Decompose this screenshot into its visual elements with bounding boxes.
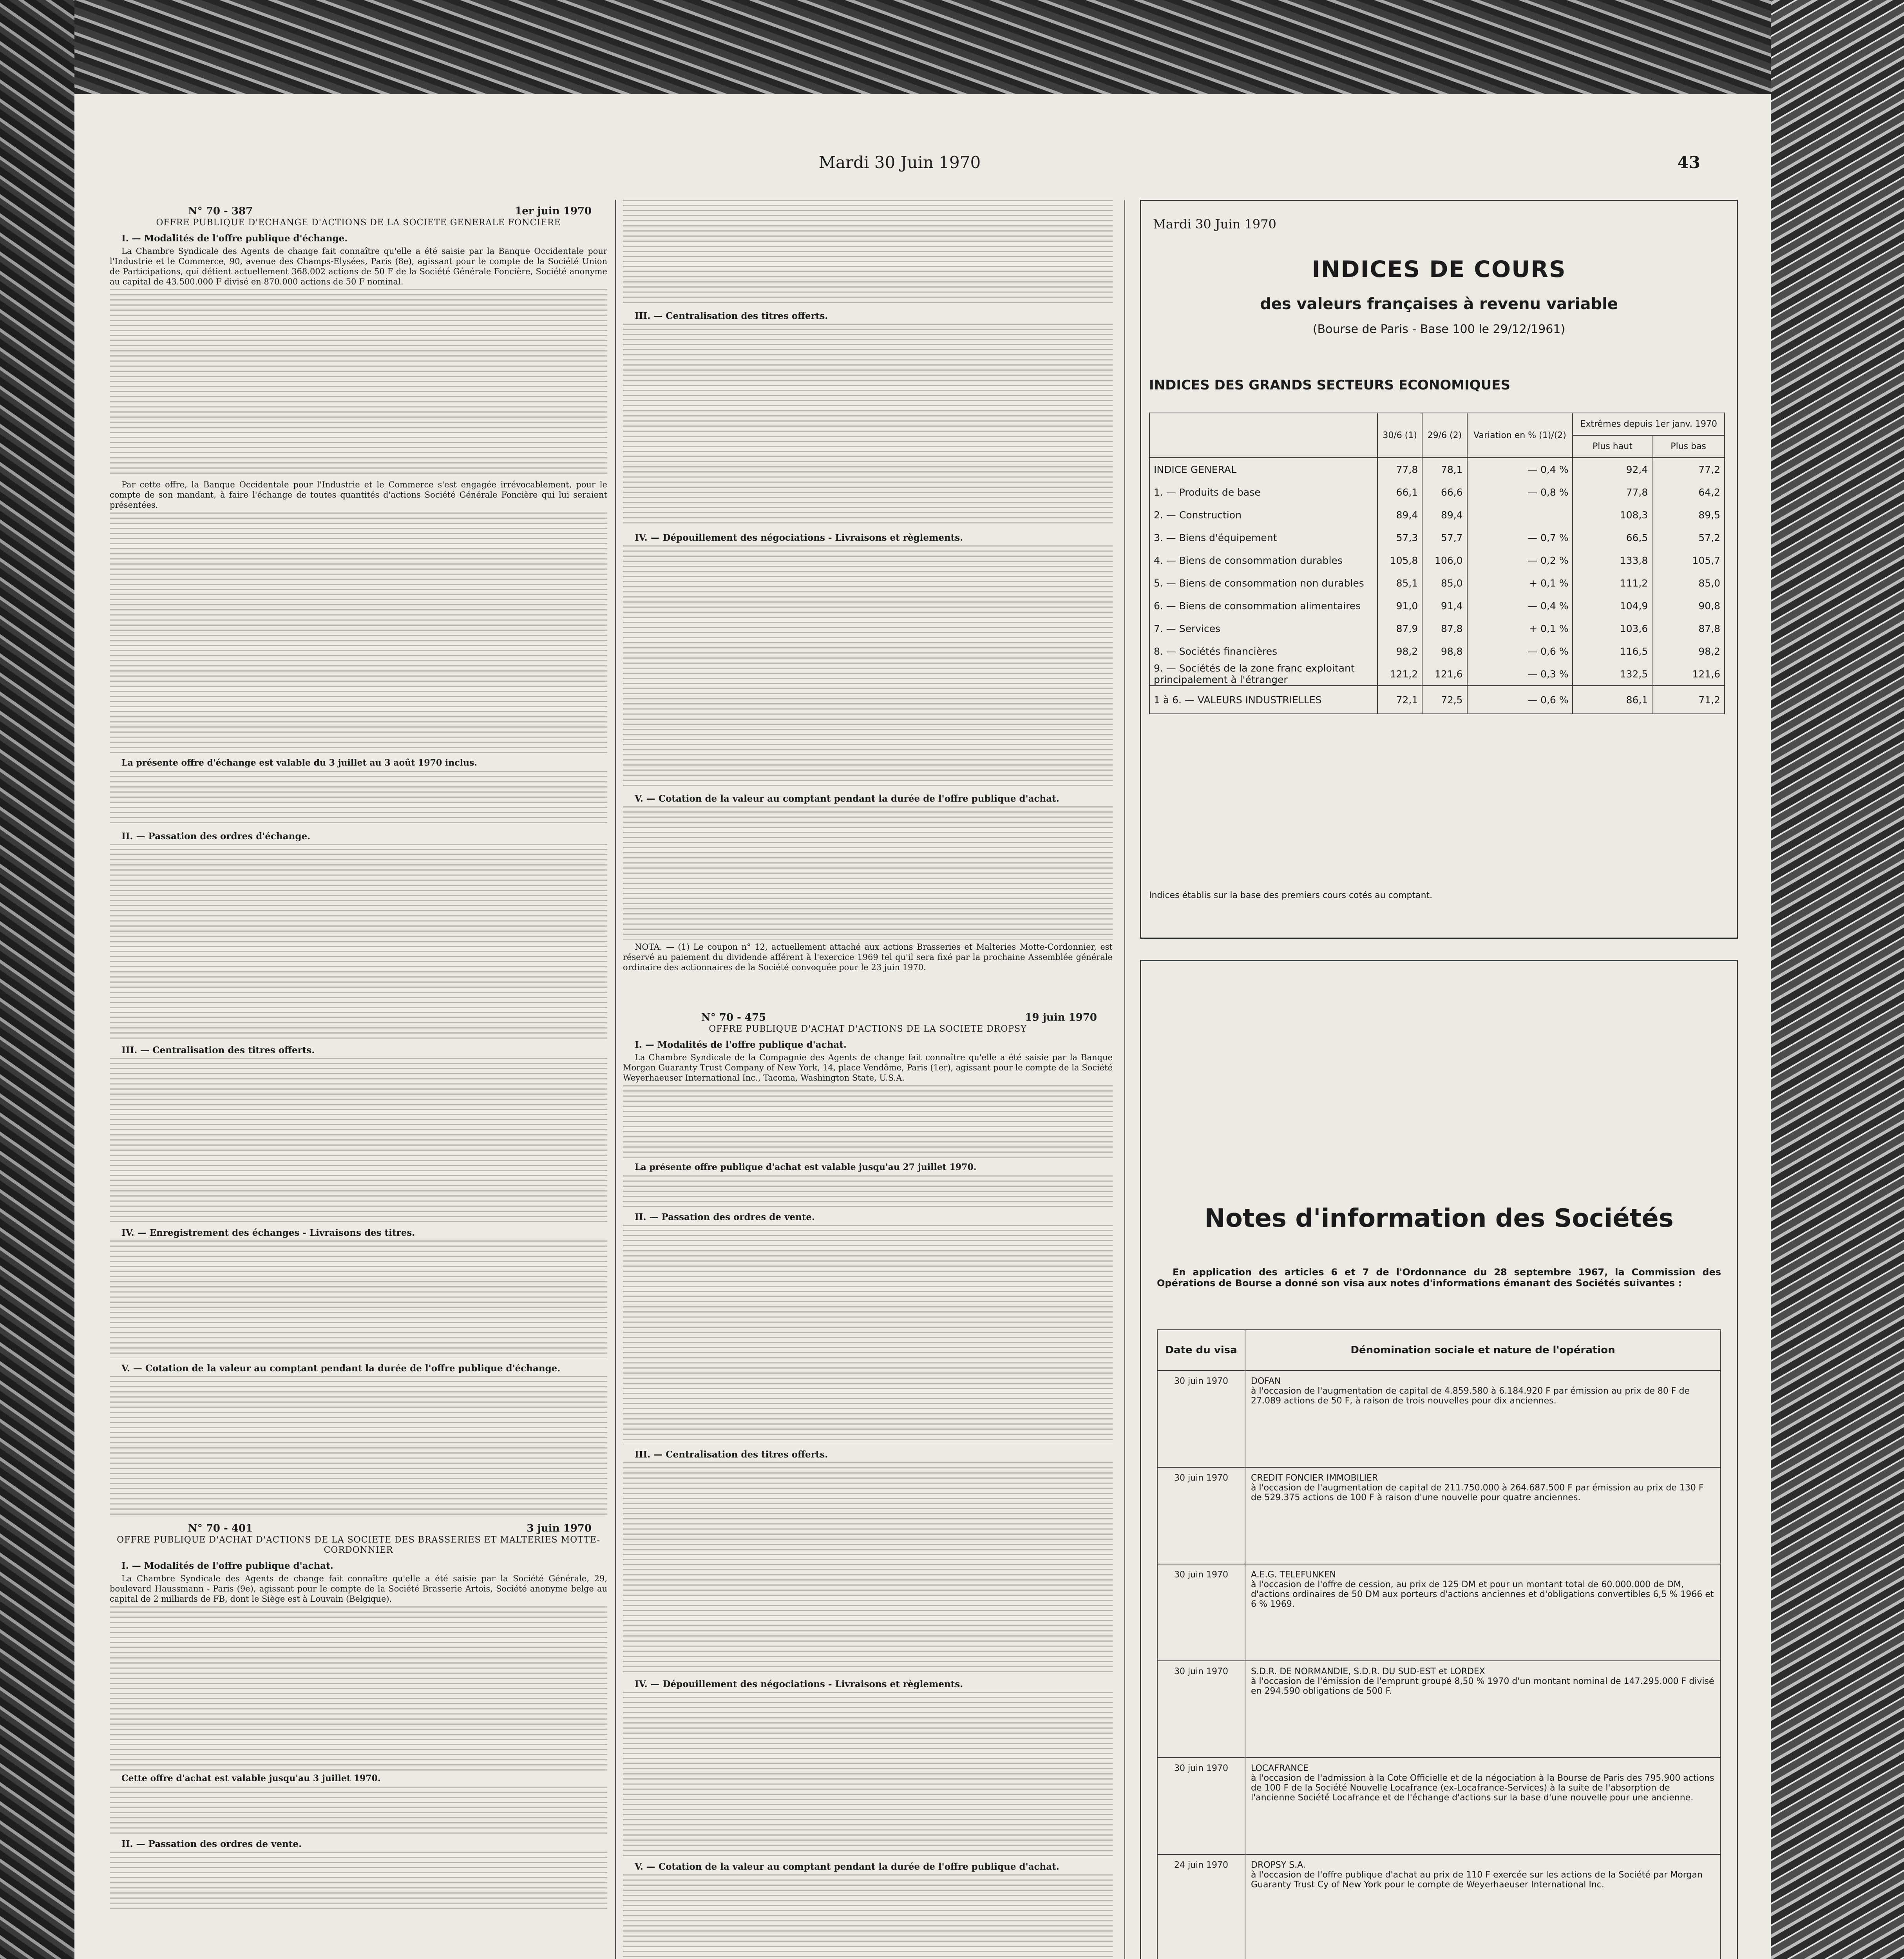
notice-date: 19 juin 1970 [1025,1012,1097,1023]
section-heading: III. — Centralisation des titres offerts. [635,311,828,321]
table-header: Dénomination sociale et nature de l'opération [1245,1330,1721,1371]
row-label: 9. — Sociétés de la zone franc exploitant principalement à l'étranger [1149,663,1377,686]
notice-title: OFFRE PUBLIQUE D'ACHAT D'ACTIONS DE LA SOCIETE DROPSY [709,1024,1027,1034]
cell: 77,2 [1652,458,1725,481]
table-row [1157,1371,1721,1467]
visa-entry [1245,1467,1721,1564]
table-header: Plus haut [1573,435,1652,458]
cell: 104,9 [1573,594,1652,617]
cell: 85,1 [1377,572,1422,594]
row-label: 4. — Biens de consommation durables [1149,549,1377,572]
notice-number: N° 70 - 401 [188,1523,253,1534]
binding-left-edge [0,0,74,1959]
table-row [1149,526,1725,549]
row-label: 3. — Biens d'équipement [1149,526,1377,549]
cell [1467,503,1573,526]
notice-title: OFFRE PUBLIQUE D'ECHANGE D'ACTIONS DE LA SOCIETE GENERALE FONCIERE [156,218,561,228]
cell: 77,8 [1377,458,1422,481]
column-middle [623,200,1113,1959]
section-heading: III. — Centralisation des titres offerts. [121,1045,315,1056]
row-label: 6. — Biens de consommation alimentaires [1149,594,1377,617]
section-heading: V. — Cotation de la valeur au comptant pendant la durée de l'offre publique d'échange. [121,1363,561,1374]
column-rule [1124,200,1125,1959]
company-name: LOCAFRANCE [1251,1763,1309,1773]
binding-right-edge [1771,0,1904,1959]
cell: 89,5 [1652,503,1725,526]
row-label: 8. — Sociétés financières [1149,640,1377,663]
table-row [1149,617,1725,640]
visa-date: 30 juin 1970 [1157,1661,1245,1758]
cell: 57,7 [1422,526,1467,549]
page-header [74,153,1771,184]
visa-date: 30 juin 1970 [1157,1564,1245,1661]
row-label: INDICE GENERAL [1149,458,1377,481]
indices-panel [1140,200,1738,939]
cell: 91,4 [1422,594,1467,617]
cell: 87,8 [1652,617,1725,640]
notice-number: N° 70 - 387 [188,205,253,217]
text-block [110,771,607,826]
company-name: DOFAN [1251,1376,1281,1386]
highlight-line: La présente offre publique d'achat est valable jusqu'au 27 juillet 1970. [635,1162,977,1172]
notice-header [188,206,592,216]
notice-date: 1er juin 1970 [515,205,592,217]
notes-panel [1140,960,1738,1959]
cell: 111,2 [1573,572,1652,594]
notice-title: OFFRE PUBLIQUE D'ACHAT D'ACTIONS DE LA SOCIETE DES BRASSERIES ET MALTERIES MOTTE-CORDONNIER [117,1535,600,1555]
table-row [1149,572,1725,594]
table-row-total [1149,686,1725,714]
cell: 78,1 [1422,458,1467,481]
section-heading: V. — Cotation de la valeur au comptant pendant la durée de l'offre publique d'achat. [635,793,1059,804]
row-label: 1 à 6. — VALEURS INDUSTRIELLES [1149,686,1377,714]
visa-date: 30 juin 1970 [1157,1467,1245,1564]
cell: 105,7 [1652,549,1725,572]
table-row [1157,1661,1721,1758]
visa-entry [1245,1758,1721,1854]
table-header: 29/6 (2) [1422,413,1467,458]
company-name: CREDIT FONCIER IMMOBILIER [1251,1473,1378,1483]
operation-desc: à l'occasion de l'émission de l'emprunt groupé 8,50 % 1970 d'un montant nominal de 147.295.000 F divisé en 294.590 obligations de 500 F. [1251,1677,1714,1696]
visa-date: 24 juin 1970 [1157,1854,1245,1959]
indices-date: Mardi 30 Juin 1970 [1153,217,1276,232]
indices-title: INDICES DE COURS [1312,256,1566,282]
table-row [1157,1564,1721,1661]
table-row [1149,594,1725,617]
cell: 90,8 [1652,594,1725,617]
section-heading: IV. — Dépouillement des négociations - Livraisons et règlements. [635,1679,963,1689]
cell: 57,3 [1377,526,1422,549]
text-block [110,1240,607,1358]
cell: 86,1 [1573,686,1652,714]
cell: 98,2 [1652,640,1725,663]
cell: 87,8 [1422,617,1467,640]
text-block [623,1175,1113,1207]
indices-base: (Bourse de Paris - Base 100 le 29/12/1961) [1312,322,1566,336]
table-header-label [1149,413,1377,458]
visa-entry [1245,1661,1721,1758]
cell: — 0,4 % [1467,458,1573,481]
row-label: 5. — Biens de consommation non durables [1149,572,1377,594]
visa-table [1157,1329,1721,1959]
visa-entry [1245,1854,1721,1959]
table-row [1157,1758,1721,1854]
table-row [1149,640,1725,663]
paragraph: Par cette offre, la Banque Occidentale pour l'Industrie et le Commerce s'est engagée irrévocablement, pour le compte de son mandant, à faire l'échange de toutes quantités d'actions Société Générale Foncière qui lui seraient présentées. [110,480,607,510]
column-left [110,200,607,1913]
cell: 89,4 [1377,503,1422,526]
text-block [110,1376,607,1517]
row-label: 7. — Services [1149,617,1377,640]
text-block [110,512,607,755]
operation-desc: à l'occasion de l'augmentation de capital de 211.750.000 à 264.687.500 F par émission au prix de 130 F de 529.375 actions de 100 F à raison d'une nouvelle pour quatre anciennes. [1251,1483,1704,1503]
text-block [623,1874,1113,1959]
text-block [623,1085,1113,1160]
table-header: Plus bas [1652,435,1725,458]
section-heading: III. — Centralisation des titres offerts. [635,1449,828,1460]
cell: 72,5 [1422,686,1467,714]
section-heading: IV. — Dépouillement des négociations - Livraisons et règlements. [635,532,963,543]
text-block [623,324,1113,527]
text-block [623,806,1113,940]
cell: 87,9 [1377,617,1422,640]
operation-desc: à l'occasion de l'admission à la Cote Officielle et de la négociation à la Bourse de Paris des 795.900 actions de 100 F de la Société Nouvelle Locafrance (ex-Locafrance-Services) à la suite de l'absorption de l'ancienne Société Locafrance et de l'échange d'actions sur la base d'une nouvelle pour une ancienne. [1251,1773,1714,1803]
table-header: Variation en % (1)/(2) [1467,413,1573,458]
column-rule [615,200,616,1959]
page-number: 43 [1677,153,1700,172]
cell: 66,5 [1573,526,1652,549]
section-heading: V. — Cotation de la valeur au comptant pendant la durée de l'offre publique d'achat. [635,1861,1059,1872]
row-label: 1. — Produits de base [1149,481,1377,503]
text-block [110,1058,607,1222]
notice-date: 3 juin 1970 [527,1523,592,1534]
cell: 108,3 [1573,503,1652,526]
text-block [623,1692,1113,1856]
cell: — 0,6 % [1467,640,1573,663]
text-block [623,1225,1113,1444]
operation-desc: à l'occasion de l'augmentation de capital de 4.859.580 à 6.184.920 F par émission au prix de 80 F de 27.089 actions de 50 F, à raison de trois nouvelles pour dix anciennes. [1251,1386,1690,1406]
page-date: Mardi 30 Juin 1970 [819,153,981,172]
notice-header [188,1523,592,1534]
text-block [623,200,1113,306]
company-name: S.D.R. DE NORMANDIE, S.D.R. DU SUD-EST et LORDEX [1251,1667,1485,1677]
cell: 77,8 [1573,481,1652,503]
text-block [623,545,1113,788]
cell: — 0,3 % [1467,663,1573,686]
binding-top-edge [74,0,1771,94]
cell: 121,6 [1652,663,1725,686]
indices-subtitle: des valeurs françaises à revenu variable [1260,295,1618,313]
cell: 64,2 [1652,481,1725,503]
cell: 66,1 [1377,481,1422,503]
text-block [110,844,607,1040]
cell: 106,0 [1422,549,1467,572]
paragraph: La Chambre Syndicale des Agents de change fait connaître qu'elle a été saisie par la Société Générale, 29, boulevard Haussmann - Paris (9e), agissant pour le compte de la Société Brasserie Artois, Société anonyme belge au capital de 2 milliards de FB, dont le Siège est à Louvain (Belgique). [110,1574,607,1604]
indices-table [1149,413,1725,714]
text-block [623,1462,1113,1674]
section-heading: IV. — Enregistrement des échanges - Livraisons des titres. [121,1228,415,1238]
operation-desc: à l'occasion de l'offre publique d'achat au prix de 110 F exercée sur les actions de la Société par Morgan Guaranty Trust Cy of New York pour le compte de Weyerhaeuser International Inc. [1251,1870,1703,1890]
row-label: 2. — Construction [1149,503,1377,526]
text-block [110,1787,607,1834]
newspaper-page [74,94,1771,1959]
indices-section-title: INDICES DES GRANDS SECTEURS ECONOMIQUES [1149,377,1511,393]
table-header: Date du visa [1157,1330,1245,1371]
cell: 66,6 [1422,481,1467,503]
cell: + 0,1 % [1467,617,1573,640]
text-block [110,1852,607,1910]
cell: 57,2 [1652,526,1725,549]
cell: — 0,4 % [1467,594,1573,617]
cell: 98,2 [1377,640,1422,663]
cell: — 0,8 % [1467,481,1573,503]
section-heading: II. — Passation des ordres d'échange. [121,831,311,842]
visa-entry [1245,1564,1721,1661]
table-row [1149,458,1725,481]
cell: — 0,2 % [1467,549,1573,572]
visa-date: 30 juin 1970 [1157,1371,1245,1467]
section-heading: I. — Modalités de l'offre publique d'achat. [635,1039,847,1050]
cell: 105,8 [1377,549,1422,572]
cell: 85,0 [1422,572,1467,594]
cell: + 0,1 % [1467,572,1573,594]
operation-desc: à l'occasion de l'offre de cession, au prix de 125 DM et pour un montant total de 60.000.000 de DM, d'actions ordinaires de 50 DM aux porteurs d'actions anciennes et d'obligations convertibles 6,5 % 1966 et 6 % 1969. [1251,1580,1714,1609]
cell: — 0,7 % [1467,526,1573,549]
highlight-line: Cette offre d'achat est valable jusqu'au 3 juillet 1970. [121,1773,381,1783]
cell: 72,1 [1377,686,1422,714]
notice-number: N° 70 - 475 [701,1012,766,1023]
cell: 89,4 [1422,503,1467,526]
visa-entry [1245,1371,1721,1467]
section-heading: II. — Passation des ordres de vente. [635,1212,815,1222]
section-heading: II. — Passation des ordres de vente. [121,1839,302,1849]
table-header: 30/6 (1) [1377,413,1422,458]
notes-intro: En application des articles 6 et 7 de l'Ordonnance du 28 septembre 1967, la Commission des Opérations de Bourse a donné son visa aux notes d'informations émanant des Sociétés suivantes : [1157,1267,1721,1289]
table-header: Extrêmes depuis 1er janv. 1970 [1573,413,1725,435]
paragraph: La Chambre Syndicale des Agents de change fait connaître qu'elle a été saisie par la Banque Occidentale pour l'Industrie et le Commerce, 90, avenue des Champs-Elysées, Paris (8e), agissant pour le compte de la Société Union de Participations, qui détient actuellement 368.002 actions de 50 F de la Société Générale Foncière, Société anonyme au capital de 43.500.000 F divisé en 870.000 actions de 50 F nominal. [110,246,607,286]
cell: 98,8 [1422,640,1467,663]
cell: 121,6 [1422,663,1467,686]
table-row [1149,663,1725,686]
highlight-line: La présente offre d'échange est valable du 3 juillet au 3 août 1970 inclus. [121,758,478,768]
cell: 132,5 [1573,663,1652,686]
paragraph: La Chambre Syndicale de la Compagnie des Agents de change fait connaître qu'elle a été saisie par la Banque Morgan Guaranty Trust Company of New York, 14, place Vendôme, Paris (1er), agissant pour le compte de la Société Weyerhaeuser International Inc., Tacoma, Washington State, U.S.A. [623,1053,1113,1083]
cell: 91,0 [1377,594,1422,617]
nota-paragraph: NOTA. — (1) Le coupon n° 12, actuellement attaché aux actions Brasseries et Malteries Motte-Cordonnier, est réservé au paiement du dividende afférent à l'exercice 1969 tel qu'il sera fixé par la prochaine Assemblée générale ordinaire des actionnaires de la Société convoquée pour le 23 juin 1970. [623,942,1113,972]
notes-title: Notes d'information des Sociétés [1204,1204,1674,1233]
company-name: DROPSY S.A. [1251,1860,1306,1870]
section-heading: I. — Modalités de l'offre publique d'échange. [121,233,348,244]
table-row [1149,481,1725,503]
cell: 92,4 [1573,458,1652,481]
table-row [1157,1854,1721,1959]
indices-footnote: Indices établis sur la base des premiers cours cotés au comptant. [1149,891,1433,900]
visa-date: 30 juin 1970 [1157,1758,1245,1854]
section-heading: I. — Modalités de l'offre publique d'achat. [121,1561,333,1571]
cell: — 0,6 % [1467,686,1573,714]
text-block [110,289,607,477]
cell: 116,5 [1573,640,1652,663]
cell: 103,6 [1573,617,1652,640]
company-name: A.E.G. TELEFUNKEN [1251,1570,1336,1580]
cell: 85,0 [1652,572,1725,594]
notice-header [701,1012,1097,1023]
cell: 133,8 [1573,549,1652,572]
table-row [1157,1467,1721,1564]
cell: 121,2 [1377,663,1422,686]
table-row [1149,503,1725,526]
text-block [110,1606,607,1771]
cell: 71,2 [1652,686,1725,714]
table-row [1149,549,1725,572]
